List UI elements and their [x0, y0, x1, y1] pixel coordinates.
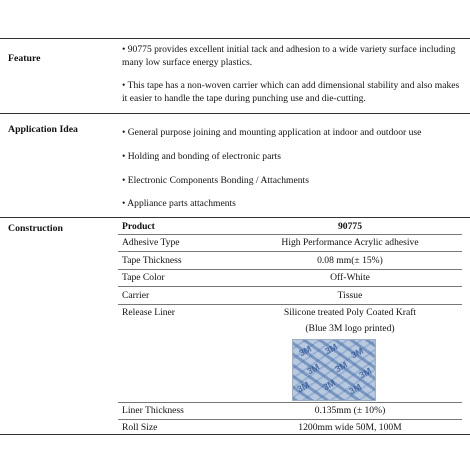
spec-value: 1200mm wide 50M, 100M [298, 422, 402, 433]
spec-key: Carrier [122, 290, 150, 301]
feature-bullet: • 90775 provides excellent initial tack and adhesion to a wide variety surface including many low surface energy plastics. [122, 44, 456, 68]
spec-key: Tape Thickness [122, 255, 182, 266]
table-row [118, 305, 462, 403]
logo-mark: 3M [295, 379, 312, 395]
rule-top [0, 38, 470, 39]
spec-key: Tape Color [122, 272, 165, 283]
logo-mark: 3M [323, 341, 340, 357]
table-row [118, 287, 462, 305]
spec-value: Tissue [337, 290, 363, 301]
table-row [118, 270, 462, 287]
table-row [118, 420, 462, 435]
rule-application-bottom [0, 217, 470, 218]
spec-value: 0.135mm (± 10%) [314, 405, 386, 416]
application-bullet: • General purpose joining and mounting application at indoor and outdoor use [122, 127, 422, 138]
spec-value: High Performance Acrylic adhesive [281, 237, 419, 248]
feature-label: Feature [8, 53, 41, 64]
logo-mark: 3M [305, 361, 322, 377]
logo-mark: 3M [321, 377, 338, 393]
feature-bullet: • This tape has a non-woven carrier which can add dimensional stability and also makes it easier to handle the tape during punching use and die-cutting. [122, 80, 460, 104]
spec-value: 0.08 mm(± 15%) [317, 255, 383, 266]
application-bullet: • Electronic Components Bonding / Attachments [122, 175, 309, 186]
application-bullet: • Appliance parts attachments [122, 198, 236, 209]
spec-value: 90775 [338, 221, 362, 232]
rule-feature-bottom [0, 113, 470, 114]
logo-mark: 3M [357, 365, 374, 381]
application-label: Application Idea [8, 124, 78, 135]
spec-key: Product [122, 221, 155, 232]
spec-value: Off-White [330, 272, 370, 283]
table-row [118, 252, 462, 270]
logo-mark: 3M [347, 381, 364, 397]
logo-mark: 3M [333, 359, 350, 375]
release-liner-image [292, 339, 376, 401]
logo-mark: 3M [349, 345, 366, 361]
spec-key: Adhesive Type [122, 237, 180, 248]
spec-key: Roll Size [122, 422, 158, 433]
spec-value: Silicone treated Poly Coated Kraft [283, 307, 417, 318]
spec-key: Liner Thickness [122, 405, 184, 416]
table-row [118, 403, 462, 420]
application-bullet: • Holding and bonding of electronic parts [122, 151, 281, 162]
spec-value-note: (Blue 3M logo printed) [305, 323, 395, 334]
table-row [118, 235, 462, 252]
spec-key: Release Liner [122, 307, 176, 318]
logo-mark: 3M [297, 343, 314, 359]
construction-label: Construction [8, 223, 63, 234]
table-row [118, 219, 462, 235]
